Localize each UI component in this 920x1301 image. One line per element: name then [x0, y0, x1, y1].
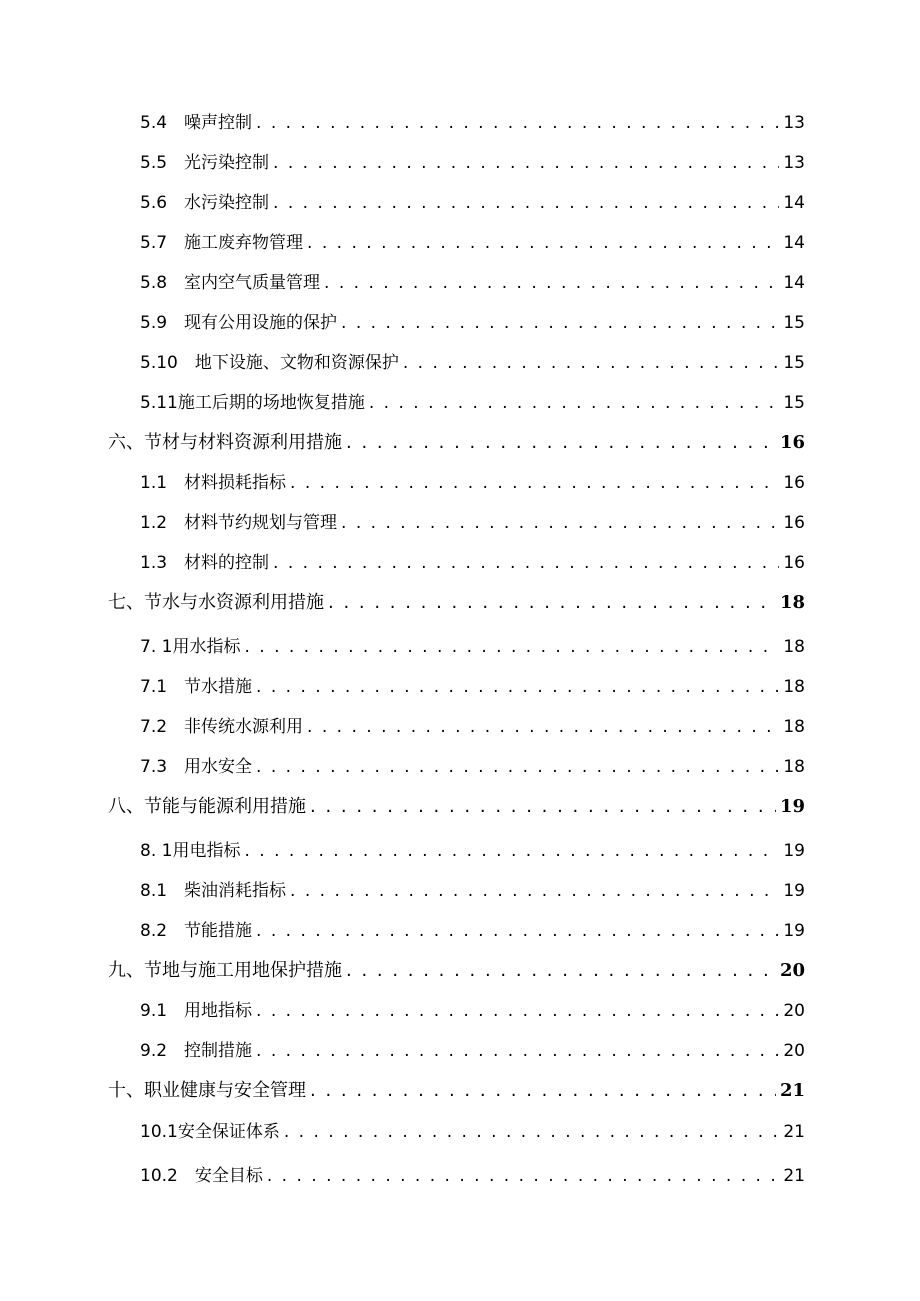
toc-chapter-entry[interactable]	[108, 792, 805, 818]
toc-entry-label: 7. 1用水指标	[140, 637, 241, 657]
toc-section-entry[interactable]	[140, 632, 805, 657]
toc-page-number: 16	[783, 513, 805, 533]
toc-page-number: 19	[783, 841, 805, 861]
toc-entry-label: 九、节地与施工用地保护措施	[108, 960, 342, 981]
toc-page-number: 18	[783, 717, 805, 737]
toc-page-number: 14	[783, 233, 805, 253]
toc-entry-label: 9.1 用地指标	[140, 1001, 253, 1021]
toc-entry-label: 5.5 光污染控制	[140, 153, 270, 173]
toc-entry-label: 7.2 非传统水源利用	[140, 717, 304, 737]
toc-entry-label: 5.11施工后期的场地恢复措施	[140, 393, 365, 413]
toc-page-number: 20	[783, 1001, 805, 1021]
toc-dot-leader	[256, 677, 779, 697]
toc-page-number: 18	[783, 677, 805, 697]
toc-dot-leader	[284, 1122, 780, 1142]
toc-dot-leader	[273, 553, 779, 573]
toc-entry-label: 9.2 控制措施	[140, 1041, 253, 1061]
toc-dot-leader	[341, 513, 779, 533]
toc-section-entry[interactable]	[140, 672, 805, 697]
toc-chapter-entry[interactable]	[108, 956, 805, 982]
toc-entry-label: 5.6 水污染控制	[140, 193, 270, 213]
toc-dot-leader	[310, 1080, 776, 1101]
toc-section-entry[interactable]	[140, 388, 805, 413]
toc-page-number: 18	[779, 592, 805, 613]
toc-dot-leader	[324, 273, 779, 293]
toc-dot-leader	[290, 881, 779, 901]
toc-entry-label: 7.3 用水安全	[140, 757, 253, 777]
toc-page-number: 14	[783, 273, 805, 293]
toc-page-number: 21	[779, 1080, 805, 1101]
toc-entry-label: 8.1 柴油消耗指标	[140, 881, 287, 901]
toc-section-entry[interactable]	[140, 308, 805, 333]
toc-entry-label: 七、节水与水资源利用措施	[108, 592, 324, 613]
toc-entry-label: 1.2 材料节约规划与管理	[140, 513, 338, 533]
toc-dot-leader	[256, 1041, 779, 1061]
toc-section-entry[interactable]	[140, 468, 805, 493]
toc-section-entry[interactable]	[140, 1161, 805, 1186]
toc-section-entry[interactable]	[140, 228, 805, 253]
toc-page-number: 20	[779, 960, 805, 981]
toc-entry-label: 六、节材与材料资源利用措施	[108, 432, 342, 453]
toc-entry-label: 5.8 室内空气质量管理	[140, 273, 321, 293]
toc-page-number: 16	[779, 432, 805, 453]
toc-section-entry[interactable]	[140, 148, 805, 173]
toc-page-number: 13	[783, 113, 805, 133]
toc-chapter-entry[interactable]	[108, 1076, 805, 1102]
toc-dot-leader	[256, 113, 779, 133]
toc-entry-label: 1.1 材料损耗指标	[140, 473, 287, 493]
toc-page-number: 21	[783, 1122, 805, 1142]
toc-chapter-entry[interactable]	[108, 428, 805, 454]
toc-page-number: 15	[783, 313, 805, 333]
toc-entry-label: 10.2 安全目标	[140, 1166, 263, 1186]
toc-entry-label: 8. 1用电指标	[140, 841, 241, 861]
toc-dot-leader	[256, 1001, 779, 1021]
toc-section-entry[interactable]	[140, 712, 805, 737]
toc-dot-leader	[346, 432, 776, 453]
toc-dot-leader	[256, 757, 779, 777]
toc-entry-label: 5.9 现有公用设施的保护	[140, 313, 338, 333]
toc-dot-leader	[307, 233, 779, 253]
toc-chapter-entry[interactable]	[108, 588, 805, 614]
toc-page-number: 14	[783, 193, 805, 213]
toc-entry-label: 八、节能与能源利用措施	[108, 796, 306, 817]
toc-page-number: 15	[783, 393, 805, 413]
toc-dot-leader	[273, 153, 779, 173]
toc-dot-leader	[341, 313, 779, 333]
toc-page-number: 19	[783, 881, 805, 901]
toc-section-entry[interactable]	[140, 1036, 805, 1061]
toc-page-number: 20	[783, 1041, 805, 1061]
toc-dot-leader	[244, 841, 779, 861]
toc-entry-label: 十、职业健康与安全管理	[108, 1080, 306, 1101]
toc-dot-leader	[290, 473, 779, 493]
toc-entry-label: 10.1安全保证体系	[140, 1122, 280, 1142]
toc-dot-leader	[328, 592, 776, 613]
toc-entry-label: 8.2 节能措施	[140, 921, 253, 941]
toc-section-entry[interactable]	[140, 108, 805, 133]
toc-page-number: 18	[783, 757, 805, 777]
toc-section-entry[interactable]	[140, 508, 805, 533]
toc-section-entry[interactable]	[140, 836, 805, 861]
toc-dot-leader	[369, 393, 780, 413]
toc-page-number: 19	[783, 921, 805, 941]
toc-dot-leader	[267, 1166, 780, 1186]
toc-entry-label: 7.1 节水措施	[140, 677, 253, 697]
toc-entry-label: 1.3 材料的控制	[140, 553, 270, 573]
toc-page-number: 16	[783, 553, 805, 573]
toc-dot-leader	[244, 637, 779, 657]
toc-section-entry[interactable]	[140, 268, 805, 293]
toc-section-entry[interactable]	[140, 916, 805, 941]
toc-page-number: 16	[783, 473, 805, 493]
toc-dot-leader	[346, 960, 776, 981]
toc-dot-leader	[307, 717, 779, 737]
toc-section-entry[interactable]	[140, 752, 805, 777]
toc-page-number: 15	[783, 353, 805, 373]
toc-section-entry[interactable]	[140, 348, 805, 373]
toc-section-entry[interactable]	[140, 876, 805, 901]
toc-page-number: 21	[783, 1166, 805, 1186]
toc-section-entry[interactable]	[140, 188, 805, 213]
toc-entry-label: 5.4 噪声控制	[140, 113, 253, 133]
toc-dot-leader	[310, 796, 776, 817]
toc-section-entry[interactable]	[140, 996, 805, 1021]
toc-dot-leader	[256, 921, 779, 941]
toc-dot-leader	[403, 353, 780, 373]
toc-page-number: 18	[783, 637, 805, 657]
toc-section-entry[interactable]	[140, 1117, 805, 1142]
toc-dot-leader	[273, 193, 779, 213]
toc-section-entry[interactable]	[140, 548, 805, 573]
toc-page-number: 19	[779, 796, 805, 817]
toc-page-number: 13	[783, 153, 805, 173]
toc-entry-label: 5.10 地下设施、文物和资源保护	[140, 353, 399, 373]
toc-entry-label: 5.7 施工废弃物管理	[140, 233, 304, 253]
